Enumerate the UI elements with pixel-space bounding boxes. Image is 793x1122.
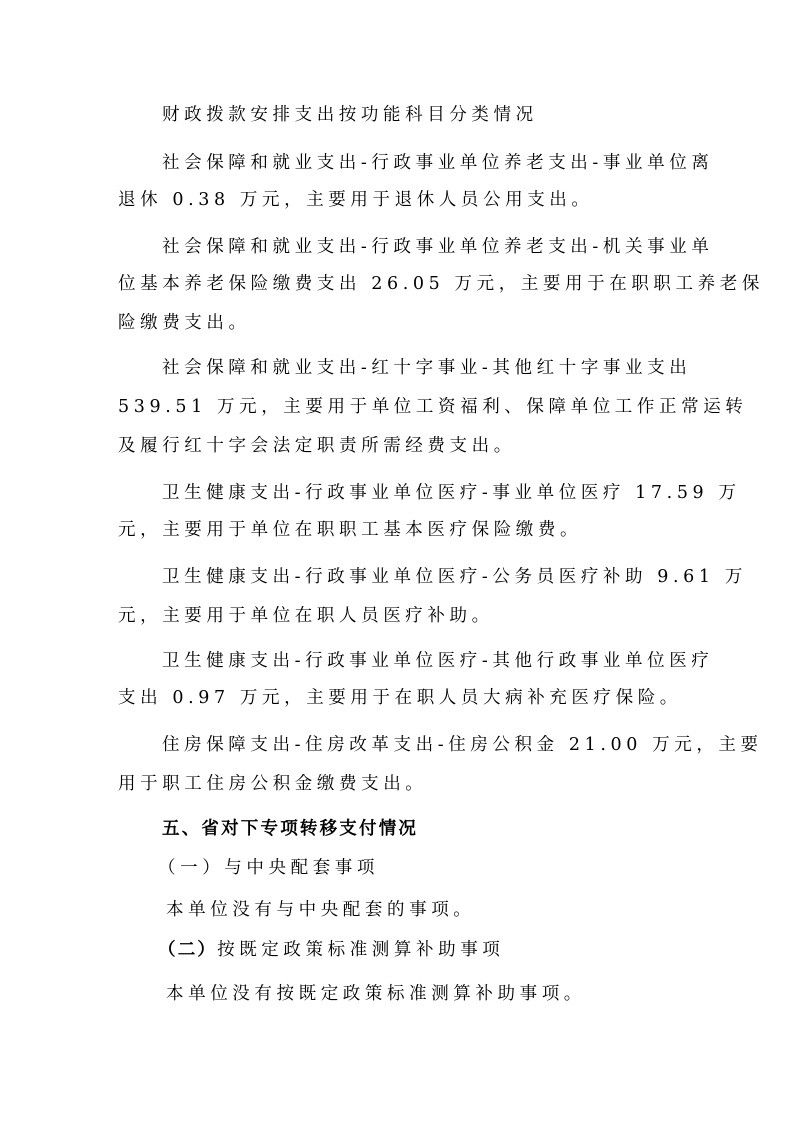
- paragraph-line: 社会保障和就业支出-行政事业单位养老支出-机关事业单: [162, 237, 714, 257]
- paragraph-line: 支出 0.97 万元，主要用于在职人员大病补充医疗保险。: [118, 688, 682, 708]
- paragraph-line: 卫生健康支出-行政事业单位医疗-其他行政事业单位医疗: [162, 651, 714, 671]
- subsection-title: （一）与中央配套事项: [158, 858, 379, 878]
- section-heading: 五、省对下专项转移支付情况: [162, 819, 419, 839]
- subsection-number: （二）: [158, 940, 218, 960]
- paragraph-line: 元，主要用于单位在职人员医疗补助。: [118, 606, 494, 626]
- subsection-body: 本单位没有与中央配套的事项。: [166, 900, 476, 920]
- paragraph-line: 退休 0.38 万元，主要用于退休人员公用支出。: [118, 190, 594, 210]
- paragraph-line: 社会保障和就业支出-红十字事业-其他红十字事业支出: [162, 358, 692, 378]
- paragraph-line: 卫生健康支出-行政事业单位医疗-事业单位医疗 17.59 万: [162, 483, 741, 503]
- paragraph-line: 社会保障和就业支出-行政事业单位养老支出-事业单位离: [162, 153, 714, 173]
- paragraph-line: 539.51 万元，主要用于单位工资福利、保障单位工作正常运转: [118, 397, 748, 417]
- paragraph-line: 财政拨款安排支出按功能科目分类情况: [162, 105, 538, 125]
- subsection-title-text: 按既定政策标准测算补助事项: [217, 940, 505, 960]
- paragraph-line: 住房保障支出-住房改革支出-住房公积金 21.00 万元，主要: [162, 735, 763, 755]
- paragraph-line: 位基本养老保险缴费支出 26.05 万元，主要用于在职职工养老保: [118, 274, 764, 294]
- paragraph-line: 险缴费支出。: [118, 313, 251, 333]
- paragraph-line: 元，主要用于单位在职职工基本医疗保险缴费。: [118, 520, 583, 540]
- paragraph-line: 卫生健康支出-行政事业单位医疗-公务员医疗补助 9.61 万: [162, 567, 747, 587]
- subsection-body: 本单位没有按既定政策标准测算补助事项。: [166, 984, 586, 1004]
- paragraph-line: 用于职工住房公积金缴费支出。: [118, 774, 428, 794]
- subsection-title: [158, 939, 728, 961]
- paragraph-line: 及履行红十字会法定职责所需经费支出。: [118, 436, 516, 456]
